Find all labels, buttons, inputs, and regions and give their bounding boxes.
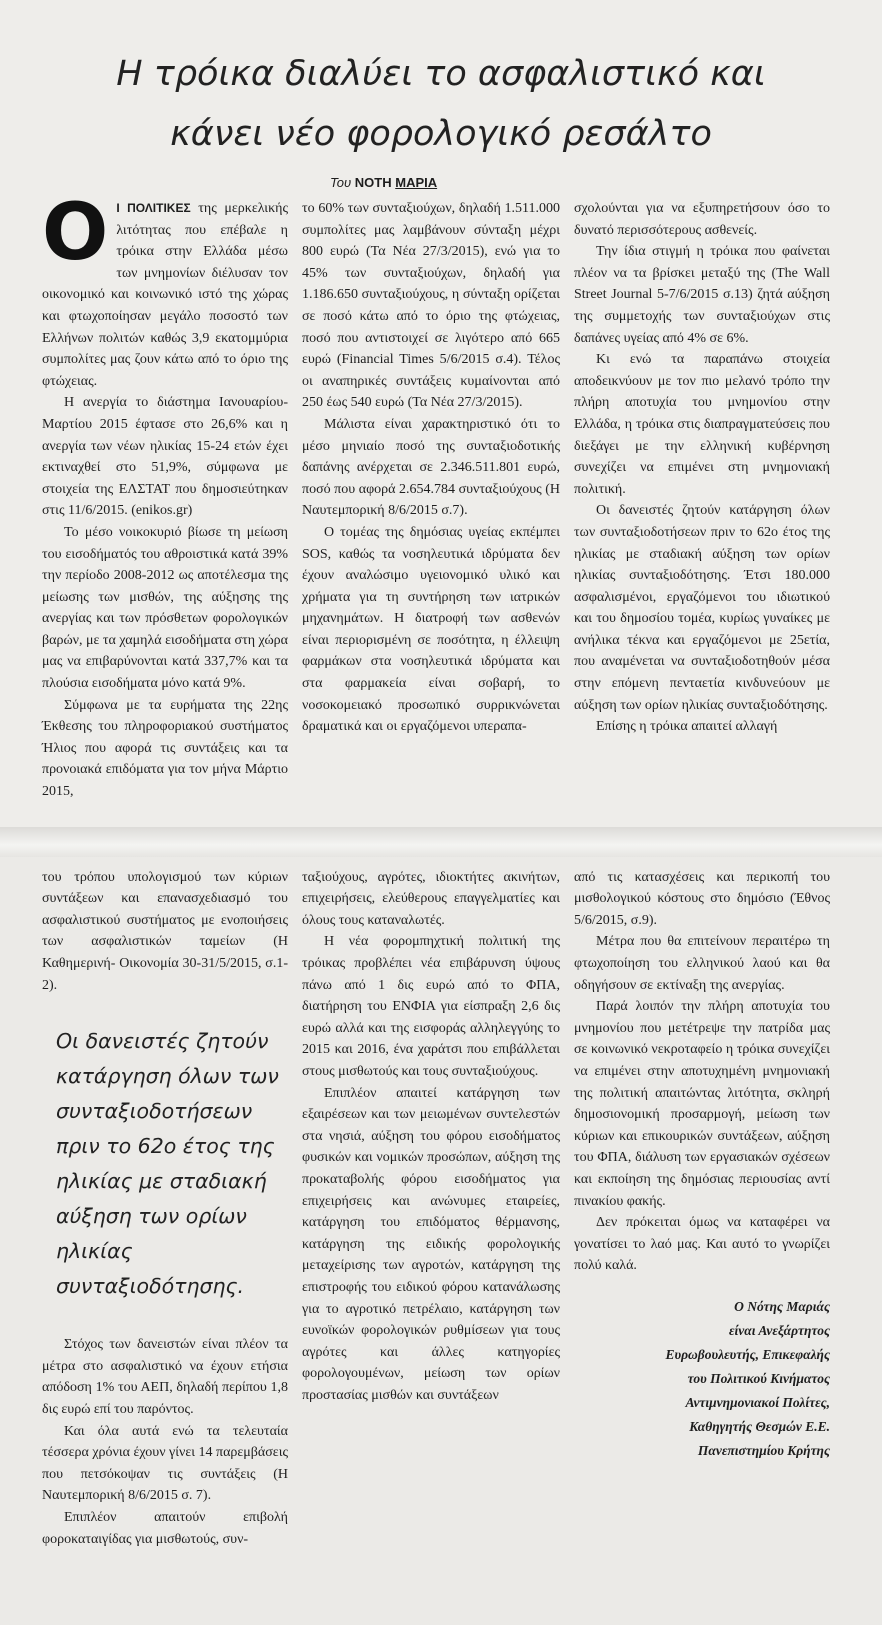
bottom-column-2	[302, 867, 560, 1407]
paragraph: Σύμφωνα με τα ευρήματα της 22ης Έκθεσης του πληροφοριακού συστήματος Ήλιος που αφορά τις συντάξεις και τα προνοιακά επιδόματα για τον μήνα Μάρτιο 2015,	[42, 697, 288, 800]
paragraph: Επιπλέον απαιτούν επιβολή φοροκαταιγίδας για μισθωτούς, συν-	[42, 1509, 288, 1547]
paragraph: Και όλα αυτά ενώ τα τελευταία τέσσερα χρόνια έχουν γίνει 14 παρεμβάσεις που πετσόκοψαν τις συντάξεις (Η Ναυτεμπορική 8/6/2015 σ. 7).	[42, 1423, 288, 1504]
paragraph: Παρά λοιπόν την πλήρη αποτυχία του μνημονίου που μετέτρεψε την πατρίδα μας σε κοινωνικό νεκροταφείο η τρόικα συνεχίζει να επιμένει στην αποτυχημένη μνημονιακή της πολιτική απαιτώντας λιτότητα, σκληρή δημοσιονομική προσαρμογή, μείωση των κύριων και επικουρικών συντάξεων, αύξηση του ΦΠΑ, διάλυση των εργασιακών σχέσεων και εκποίηση της δημόσιας περιουσίας αντί πινακίου φακής.	[574, 999, 830, 1209]
paragraph: σχολούνται για να εξυπηρετήσουν όσο το δυνατό περισσότερους ασθενείς.	[574, 201, 830, 238]
paragraph: Μάλιστα είναι χαρακτηριστικό ότι το μέσο μηνιαίο ποσό της συνταξιοδοτικής δαπάνης ανέρχεται σε 2.346.511.801 ευρώ, ποσό που αφορά 2.654.784 συνταξιούχους (Η Ναυτεμπορική 8/6/2015 σ.7).	[302, 416, 560, 519]
author-bio	[574, 1295, 830, 1463]
headline-line-2: κάνει νέο φορολογικό ρεσάλτο	[170, 114, 712, 154]
bio-line: Ο Νότης Μαριάς	[734, 1298, 830, 1314]
paragraph: το 60% των συνταξιούχων, δηλαδή 1.511.000 συμπολίτες μας λαμβάνουν σύνταξη μέχρι 800 ευρώ (Τα Νέα 27/3/2015), ενώ για το 45% των συνταξιούχων, δηλαδή για 1.186.650 συνταξιούχους, η σύνταξη ορίζεται σε ποσό κάτω από το όριο της φτώχειας, ποσό που αντιστοιχεί σε λιγότερο από 665 ευρώ (Financial Times 5/6/2015 σ.4). Τέλος οι αναπηρικές συντάξεις κυμαίνονται από 250 έως 540 ευρώ (Τα Νέα 27/3/2015).	[302, 201, 560, 411]
paragraph: Το μέσο νοικοκυριό βίωσε τη μείωση του εισοδήματός του αθροιστικά κατά 39% την περίοδο 2008-2012 ως αποτέλεσμα της μείωσης των μισθών, της αύξησης της ανεργίας και των πρόσθετων φορολογικών βαρών, με τα χαμηλά εισοδήματα στη χώρα μας να επιβαρύνονται κατά 337,7% και τα πλούσια εισοδήματα μόνο κατά 9%.	[42, 524, 288, 692]
paragraph: ταξιούχους, αγρότες, ιδιοκτήτες ακινήτων, επιχειρήσεις, ελεύθερους επαγγελματίες και όλους τους καταναλωτές.	[302, 869, 560, 928]
lower-page-section	[0, 857, 882, 1571]
top-column-1	[42, 188, 288, 803]
byline-first-name: ΝΟΤΗ	[354, 175, 392, 190]
bio-line: Αντιμνημονιακοί Πολίτες,	[685, 1394, 830, 1410]
byline-prefix: Του	[330, 175, 352, 190]
paragraph: Η νέα φορομπηχτική πολιτική της τρόικας προβλέπει νέα επιβάρυνση ύψους πάνω από 1 δις ευρώ από το ΦΠΑ, διατήρηση του ΕΝΦΙΑ για είσπραξη 2,6 δις ευρώ αλλά και της εισφοράς αλληλεγγύης το 2015 και 2016, ένα χαράτσι που επιβάλλεται στους μισθωτούς και τους συνταξιούχους.	[302, 934, 560, 1079]
bio-line: Πανεπιστημίου Κρήτης	[697, 1442, 830, 1458]
paragraph: Μέτρα που θα επιτείνουν περαιτέρω τη φτωχοποίηση του ελληνικού λαού και θα οδηγήσουν σε εκτίναξη της ανεργίας.	[574, 934, 830, 993]
paragraph-text: της μερκελικής λιτότητας που επέβαλε η τρόικα στην Ελλάδα μέσω των μνημονίων διέλυσαν τον οικονομικό και κοινωνικό ιστό της χώρας και φτωχοποίησαν μεγάλο ποσοστό των Ελλήνων πολιτών καθώς 3,9 εκατομμύρια συμπολίτες μας ζουν κάτω από το όριο της φτώχειας.	[42, 201, 288, 389]
paragraph: Επίσης η τρόικα απαιτεί αλλαγή	[596, 719, 778, 735]
bio-line: του Πολιτικού Κινήματος	[687, 1370, 830, 1386]
pull-quote: Οι δανειστές ζητούν κατάργηση όλων των συνταξιοδοτήσεων πριν το 62ο έτος της ηλικίας με σταδιακή αύξηση των ορίων ηλικίας συνταξιοδότησης.	[56, 1029, 279, 1299]
page-fold	[0, 827, 882, 857]
paragraph: Την ίδια στιγμή η τρόικα που φαίνεται πλέον να τα βρίσκει μεταξύ της (The Wall Street Journal 5-7/6/2015 σ.13) ζητά αύξηση της συμμετοχής των συνταξιούχων στις δαπάνες υγείας από 4% σε 6%.	[574, 244, 830, 346]
paragraph: από τις κατασχέσεις και περικοπή του μισθολογικού κόστους στο δημόσιο (Έθνος 5/6/2015, σ.9).	[574, 869, 830, 928]
paragraph: Στόχος των δανειστών είναι πλέον τα μέτρα στο ασφαλιστικό να έχουν ετήσια απόδοση 1% του ΑΕΠ, δηλαδή περίπου 1,8 δις ευρώ επί του παρόντος.	[42, 1337, 288, 1417]
bottom-columns	[0, 867, 882, 1551]
paragraph: Κι ενώ τα παραπάνω στοιχεία αποδεικνύουν με τον πιο μελανό τρόπο την πλήρη αποτυχία του μνημονίου στην Ελλάδα, η τρόικα στις διαπραγματεύσεις που διεξάγει με την ελληνική κυβέρνηση συνεχίζει να επιμένει στη μνημονιακή πολιτική.	[574, 352, 830, 497]
bottom-column-1	[42, 867, 288, 1551]
headline-line-1: Η τρόικα διαλύει το ασφαλιστικό και	[116, 54, 766, 94]
top-column-3	[574, 198, 830, 738]
top-columns	[0, 188, 882, 803]
bio-line: Ευρωβουλευτής, Επικεφαλής	[665, 1346, 830, 1362]
byline-last-name: ΜΑΡΙΑ	[395, 175, 438, 190]
drop-cap: Ο	[42, 188, 109, 278]
paragraph: Η ανεργία το διάστημα Ιανουαρίου-Μαρτίου 2015 έφτασε στο 26,6% και η ανεργία των νέων ηλικίας 15-24 ετών έχει εκτιναχθεί στο 51,9%, σύμφωνα με στοιχεία της ΕΛΣΤΑΤ που δημοσιεύτηκαν στις 11/6/2015. (enikos.gr)	[42, 395, 288, 519]
bio-line: Καθηγητής Θεσμών Ε.Ε.	[689, 1418, 830, 1434]
paragraph: του τρόπου υπολογισμού των κύριων συντάξεων και επανασχεδιασμό του ασφαλιστικού συστήματος με ενοποιήσεις των ασφαλιστικών ταμείων (Η Καθημερινή- Οικονομία 30-31/5/2015, σ.1-2).	[42, 869, 288, 993]
paragraph: Δεν πρόκειται όμως να καταφέρει να γονατίσει το λαό μας. Και αυτό το γνωρίζει πολύ καλά.	[574, 1215, 830, 1274]
paragraph: Επιπλέον απαιτεί κατάργηση των εξαιρέσεων και των μειωμένων συντελεστών στα νησιά, αύξηση του φόρου εισοδήματος φυσικών και νομικών προσώπων, αύξηση της προκαταβολής φόρου εισοδήματος για επιχειρήσεις και ανώνυμες εταιρείες, κατάργηση του επιδόματος θέρμανσης, κατάργηση της ειδικής φορολογικής μεταχείρισης των αγροτών, κατάργηση της επιστροφής του ειδικού φόρου κατανάλωσης για το αγροτικό πετρέλαιο, κατάργηση των ευνοϊκών φορολογικών ρυθμίσεων για τους αγρότες και άλλες κατηγορίες φορολογουμένων, μείωση των ορίων προστασίας μισθών και συντάξεων	[302, 1085, 560, 1403]
bottom-column-3	[574, 867, 830, 1463]
paragraph: Οι δανειστές ζητούν κατάργηση όλων των συνταξιοδοτήσεων πριν το 62ο έτος της ηλικίας με σταδιακή αύξηση των ορίων ηλικίας συνταξιοδότησης. Έτσι 180.000 ασφαλισμένοι, εργαζόμενοι του ιδιωτικού και του δημοσίου τομέα, κυρίως γυναίκες με ανήλικα τέκνα και εργαζόμενοι με 25ετία, που αναμένεται να συνταξιοδοτηθούν μέσα στην επόμενη πενταετία κινδυνεύουν με αύξηση των ορίων ηλικίας συνταξιοδότησης.	[574, 503, 830, 713]
paragraph	[42, 188, 288, 392]
lead-in: Ι ΠΟΛΙΤΙΚΕΣ	[116, 201, 191, 215]
paragraph: Ο τομέας της δημόσιας υγείας εκπέμπει SOS, καθώς τα νοσηλευτικά ιδρύματα δεν έχουν αναλώσιμο υγειονομικό υλικό και χρήματα για τη συντήρηση των ιατρικών μηχανημάτων. Η διατροφή των ασθενών είναι περιορισμένη σε ποσότητα, η έλλειψη φαρμάκων στα νοσηλευτικά ιδρύματα και στα φαρμακεία είναι σοβαρή, το νοσοκομειακό προσωπικό συρρικνώνεται δραματικά και οι εργαζόμενοι υπεραπα-	[302, 524, 560, 735]
byline	[330, 174, 882, 192]
bio-line: είναι Ανεξάρτητος	[728, 1322, 830, 1338]
top-column-2	[302, 198, 560, 738]
